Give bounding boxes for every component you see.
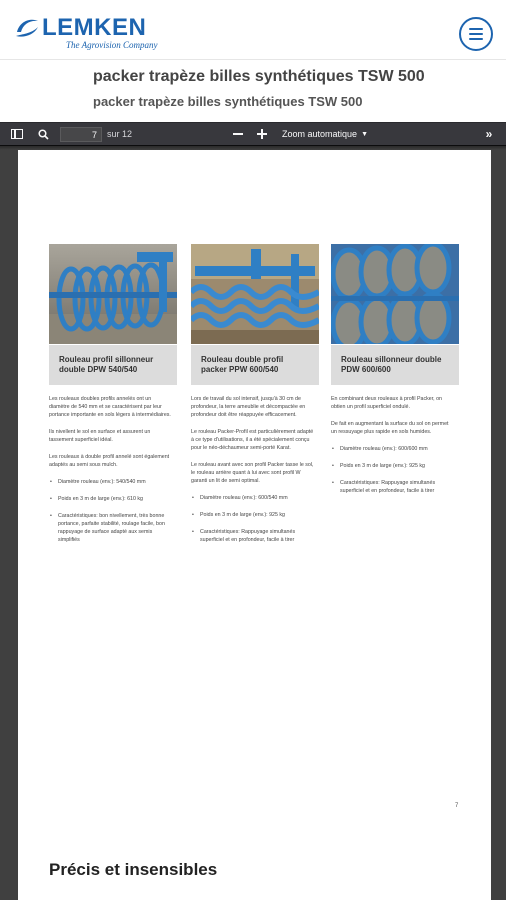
product-caption: Rouleau sillonneur double PDW 600/600 xyxy=(331,345,459,385)
site-header xyxy=(0,0,506,60)
pdf-page-next xyxy=(18,818,491,900)
zoom-select-value: Zoom automatique xyxy=(282,129,358,139)
spec-item: • Poids en 3 m de large (env.): 925 kg xyxy=(331,462,455,470)
product-description xyxy=(191,395,315,544)
spec-list xyxy=(191,494,315,544)
paragraph: Le rouleau avant avec son profil Packer tasse le sol, le rouleau arrière quant à lui avec sont profil W garanti un lit de semi optimal. xyxy=(191,462,314,484)
minus-icon xyxy=(233,129,243,139)
product-column xyxy=(331,244,459,504)
page-count: sur 12 xyxy=(107,129,133,139)
zoom-select[interactable] xyxy=(278,127,388,142)
product-description xyxy=(331,395,455,495)
spec-item: • Diamètre rouleau (env.): 540/540 mm xyxy=(49,478,173,486)
product-column xyxy=(49,244,177,553)
sidebar-toggle-icon[interactable] xyxy=(10,127,24,141)
product-column xyxy=(191,244,319,553)
product-photo-pdw xyxy=(331,244,459,344)
spec-item: • Diamètre rouleau (env.): 600/600 mm xyxy=(331,445,455,453)
document-title: packer trapèze billes synthétiques TSW 500 xyxy=(93,68,425,85)
menu-button[interactable] xyxy=(459,17,493,51)
brand-tagline: The Agrovision Company xyxy=(66,40,158,50)
zoom-out-button[interactable] xyxy=(231,127,245,141)
paragraph: Les rouleaux doubles profils annelés ont un diamètre de 540 mm et se caractérisent par leur portance importante en sols légers à intermédiaires. xyxy=(49,396,171,418)
zoom-in-button[interactable] xyxy=(255,127,269,141)
hamburger-icon-bar xyxy=(469,38,483,40)
pdf-toolbar xyxy=(0,122,506,146)
section-heading: Précis et insensibles xyxy=(49,860,218,879)
page-number: 7 xyxy=(455,803,459,809)
spec-list xyxy=(49,478,173,544)
product-photo-ppw xyxy=(191,244,319,344)
product-description xyxy=(49,395,173,544)
hamburger-icon xyxy=(469,28,483,30)
spec-list xyxy=(331,445,455,495)
brand-name: LEMKEN xyxy=(42,14,147,41)
product-caption: Rouleau profil sillonneur double DPW 540/540 xyxy=(49,345,177,385)
hamburger-icon-bar xyxy=(469,33,483,35)
page-number-input[interactable] xyxy=(60,127,102,142)
product-photo-dpw xyxy=(49,244,177,344)
paragraph: En combinant deux rouleaux à profil Packer, on obtien un profil superficiel ondulé. xyxy=(331,396,443,410)
spec-item: • Caractéristiques: bon nivellement, très bonne portance, parfaite stabilité, roulage facile, bon rappuyage de surface adapté aux semis simplifiés xyxy=(49,512,173,544)
search-icon[interactable] xyxy=(36,127,50,141)
lemken-logo-mark-icon xyxy=(14,16,40,38)
pdf-page xyxy=(18,150,491,900)
chevron-down-icon: ▼ xyxy=(361,131,368,138)
product-caption: Rouleau double profil packer PPW 600/540 xyxy=(191,345,319,385)
spec-item: • Diamètre rouleau (env.): 600/540 mm xyxy=(191,494,315,502)
plus-icon xyxy=(257,129,267,139)
spec-item: • Poids en 3 m de large (env.): 925 kg xyxy=(191,511,315,519)
paragraph: Ils nivellent le sol en surface et assurent un tassement superficiel idéal. xyxy=(49,429,151,443)
document-subtitle: packer trapèze billes synthétiques TSW 500 xyxy=(93,94,363,109)
pdf-viewer xyxy=(0,122,506,900)
paragraph: Lors de travail du sol intensif, jusqu'à 30 cm de profondeur, la terre ameublie et décompactée en profondeur doit être réappuyée efficacement. xyxy=(191,396,306,418)
lemken-logo[interactable] xyxy=(14,12,164,52)
paragraph: Le rouleau Packer-Profil est particulièrement adapté à ce type d'utilisations, il a été spécialement conçu pour le néo-déchaumeur semi-porté Karat. xyxy=(191,429,314,451)
spec-item: • Caractéristiques: Rappuyage simultanés superficiel et en profondeur, facile à tirer xyxy=(191,528,315,544)
paragraph: De fait en augmentant la surface du sol on permet un ressuyage plus rapide en sols humides. xyxy=(331,421,449,435)
spec-item: • Caractéristiques: Rappuyage simultanés superficiel et en profondeur, facile à tirer xyxy=(331,479,455,495)
document-title-area xyxy=(0,60,506,122)
paragraph: Les rouleaux à double profil annelé sont également adaptés au semi sous mulch. xyxy=(49,454,170,468)
spec-item: • Poids en 3 m de large (env.): 610 kg xyxy=(49,495,173,503)
double-chevron-right-icon[interactable]: » xyxy=(485,127,493,141)
